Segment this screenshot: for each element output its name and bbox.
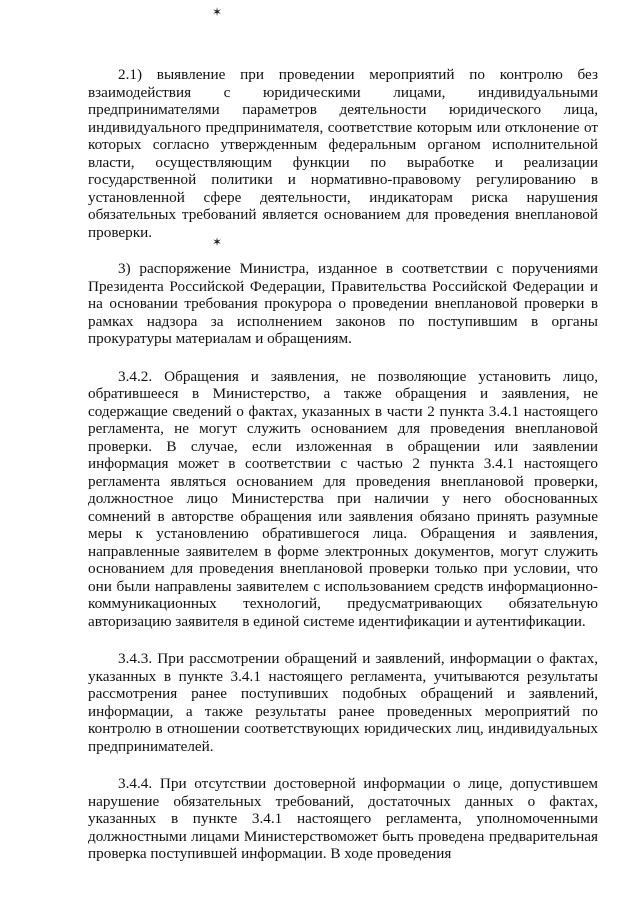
paragraph-3-4-3: 3.4.3. При рассмотрении обращений и заявлений, информации о фактах, указанных в пункте 3.4.1 настоящего регламента, учитываются результаты рассмотрения ранее поступивших подобных обращений и заявлений, информации, а также результаты ранее проведенных мероприятий по контролю в отношении соответствующих юридических лиц, индивидуальных предпринимателей. [88, 650, 598, 755]
paragraph-3-4-4: 3.4.4. При отсутствии достоверной информации о лице, допустившем нарушение обязательных требований, достаточных данных о фактах, указанных в пункте 3.4.1 настоящего регламента, уполномоченными должностными лицами Министерствоможет быть проведена предварительная проверка поступившей информации. В ходе проведения [88, 775, 598, 862]
document-body [88, 66, 598, 863]
paragraph-2-1: 2.1) выявление при проведении мероприятий по контролю без взаимодействия с юридическими лицами, индивидуальными предпринимателями параметров деятельности юридического лица, индивидуального предпринимателя, соответствие которым или отклонение от которых согласно утвержденным федеральным органом исполнительной власти, осуществляющим функции по выработке и реализации государственной политики и нормативно-правовому регулированию в установленной сфере деятельности, индикаторам риска нарушения обязательных требований является основанием для проведения внеплановой проверки. [88, 66, 598, 241]
paragraph-3-4-2: 3.4.2. Обращения и заявления, не позволяющие установить лицо, обратившееся в Министерство, а также обращения и заявления, не содержащие сведений о фактах, указанных в части 2 пункта 3.4.1 настоящего регламента, не могут служить основанием для проведения внеплановой проверки. В случае, если изложенная в обращении или заявлении информация может в соответствии с частью 2 пункта 3.4.1 настоящего регламента являться основанием для проведения внеплановой проверки, должностное лицо Министерства при наличии у него обоснованных сомнений в авторстве обращения или заявления обязано принять разумные меры к установлению обратившегося лица. Обращения и заявления, направленные заявителем в форме электронных документов, могут служить основанием для проведения внеплановой проверки только при условии, что они были направлены заявителем с использованием средств информационно-коммуникационных технологий, предусматривающих обязательную авторизацию заявителя в единой системе идентификации и аутентификации. [88, 367, 598, 630]
paragraph-3: 3) распоряжение Министра, изданное в соответствии с поручениями Президента Российской Федерации, Правительства Российской Федерации и на основании требования прокурора о проведении внеплановой проверки в рамках надзора за исполнением законов по поступившим в органы прокуратуры материалам и обращениям. [88, 260, 598, 347]
scan-mark: ✶ [212, 5, 223, 19]
scan-mark: ✶ [212, 235, 223, 249]
